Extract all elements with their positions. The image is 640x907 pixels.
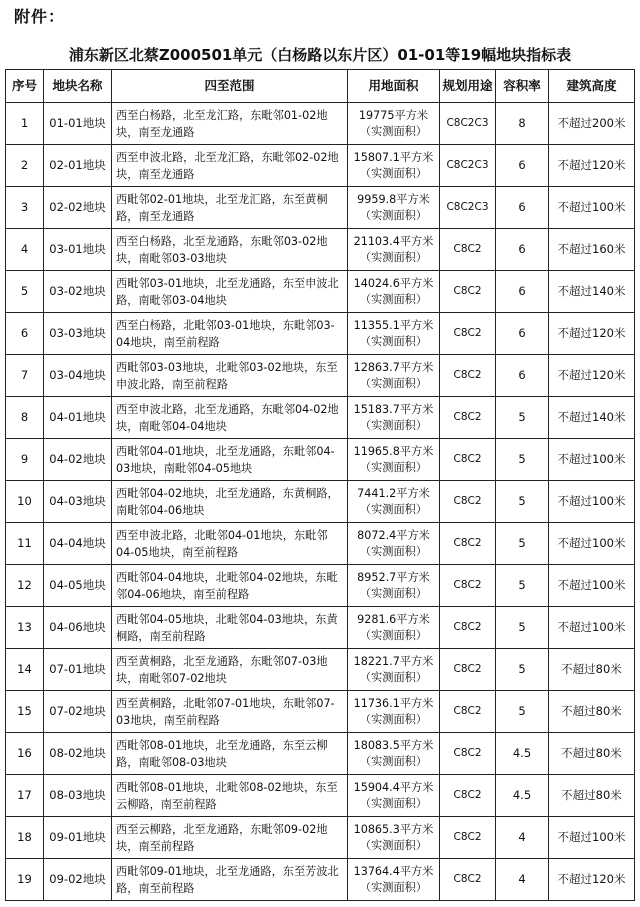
header-no: 序号 xyxy=(6,70,44,103)
table-row xyxy=(6,859,635,901)
row-plot-name: 02-02地块 xyxy=(44,187,112,229)
row-area xyxy=(348,481,440,523)
table-row xyxy=(6,103,635,145)
row-no: 15 xyxy=(6,691,44,733)
row-range: 西毗邻08-01地块，北毗邻08-02地块，东至云柳路，南至前程路 xyxy=(112,775,348,817)
row-range: 西毗邻04-01地块，北至龙通路，东毗邻04-03地块，南毗邻04-05地块 xyxy=(112,439,348,481)
row-area xyxy=(348,691,440,733)
row-height: 不超过80米 xyxy=(549,775,635,817)
row-far: 5 xyxy=(496,607,549,649)
row-area-value: 8952.7平方米 xyxy=(357,570,430,584)
row-usage: C8C2 xyxy=(440,355,496,397)
row-area xyxy=(348,733,440,775)
row-plot-name: 09-02地块 xyxy=(44,859,112,901)
row-area-value: 18221.7平方米 xyxy=(353,654,434,668)
row-area-note: （实测面积） xyxy=(359,208,428,222)
table-row xyxy=(6,565,635,607)
row-plot-name: 01-01地块 xyxy=(44,103,112,145)
row-usage: C8C2C3 xyxy=(440,187,496,229)
plot-index-table xyxy=(5,69,635,901)
row-far: 5 xyxy=(496,649,549,691)
table-row xyxy=(6,523,635,565)
row-range: 西至白杨路，北毗邻03-01地块，东毗邻03-04地块，南至前程路 xyxy=(112,313,348,355)
row-far: 6 xyxy=(496,187,549,229)
row-usage: C8C2C3 xyxy=(440,145,496,187)
row-area-value: 15183.7平方米 xyxy=(353,402,434,416)
row-area xyxy=(348,565,440,607)
row-area xyxy=(348,355,440,397)
row-no: 8 xyxy=(6,397,44,439)
row-area-note: （实测面积） xyxy=(359,418,428,432)
row-area-value: 14024.6平方米 xyxy=(353,276,434,290)
row-no: 13 xyxy=(6,607,44,649)
table-row xyxy=(6,691,635,733)
row-far: 5 xyxy=(496,523,549,565)
row-height: 不超过100米 xyxy=(549,565,635,607)
table-row xyxy=(6,481,635,523)
row-no: 17 xyxy=(6,775,44,817)
row-height: 不超过100米 xyxy=(549,187,635,229)
table-body xyxy=(6,103,635,901)
table-row xyxy=(6,271,635,313)
row-height: 不超过80米 xyxy=(549,733,635,775)
table-row xyxy=(6,145,635,187)
row-no: 14 xyxy=(6,649,44,691)
header-far: 容积率 xyxy=(496,70,549,103)
row-range: 西毗邻02-01地块，北至龙汇路，东至黄桐路，南至龙通路 xyxy=(112,187,348,229)
row-area-value: 8072.4平方米 xyxy=(357,528,430,542)
row-far: 6 xyxy=(496,229,549,271)
row-no: 10 xyxy=(6,481,44,523)
row-no: 6 xyxy=(6,313,44,355)
row-area-note: （实测面积） xyxy=(359,376,428,390)
row-range: 西毗邻04-02地块，北至龙通路，东黄桐路，南毗邻04-06地块 xyxy=(112,481,348,523)
row-range: 西毗邻08-01地块，北至龙通路，东至云柳路，南毗邻08-03地块 xyxy=(112,733,348,775)
row-plot-name: 04-04地块 xyxy=(44,523,112,565)
row-plot-name: 04-03地块 xyxy=(44,481,112,523)
row-far: 6 xyxy=(496,313,549,355)
row-plot-name: 03-03地块 xyxy=(44,313,112,355)
row-usage: C8C2 xyxy=(440,313,496,355)
row-area-note: （实测面积） xyxy=(359,754,428,768)
row-no: 12 xyxy=(6,565,44,607)
header-area: 用地面积 xyxy=(348,70,440,103)
table-row xyxy=(6,607,635,649)
row-area-value: 12863.7平方米 xyxy=(353,360,434,374)
header-height: 建筑高度 xyxy=(549,70,635,103)
row-range: 西毗邻09-01地块，北至龙通路，东至芳波北路，南至前程路 xyxy=(112,859,348,901)
row-area-note: （实测面积） xyxy=(359,502,428,516)
row-area xyxy=(348,103,440,145)
row-far: 4.5 xyxy=(496,775,549,817)
row-usage: C8C2 xyxy=(440,649,496,691)
row-usage: C8C2 xyxy=(440,691,496,733)
table-row xyxy=(6,397,635,439)
row-range: 西至云柳路，北至龙通路，东毗邻09-02地块，南至前程路 xyxy=(112,817,348,859)
row-range: 西至白杨路，北至龙通路，东毗邻03-02地块，南毗邻03-03地块 xyxy=(112,229,348,271)
row-far: 5 xyxy=(496,397,549,439)
row-area-note: （实测面积） xyxy=(359,880,428,894)
row-plot-name: 07-01地块 xyxy=(44,649,112,691)
row-area-note: （实测面积） xyxy=(359,166,428,180)
row-area-value: 13764.4平方米 xyxy=(353,864,434,878)
row-range: 西至白杨路，北至龙汇路，东毗邻01-02地块，南至龙通路 xyxy=(112,103,348,145)
row-height: 不超过80米 xyxy=(549,691,635,733)
row-height: 不超过100米 xyxy=(549,481,635,523)
row-area-note: （实测面积） xyxy=(359,628,428,642)
row-far: 5 xyxy=(496,439,549,481)
row-usage: C8C2 xyxy=(440,775,496,817)
row-area-note: （实测面积） xyxy=(359,292,428,306)
row-usage: C8C2 xyxy=(440,859,496,901)
row-area xyxy=(348,313,440,355)
row-area-value: 11965.8平方米 xyxy=(353,444,434,458)
table-row xyxy=(6,187,635,229)
row-no: 5 xyxy=(6,271,44,313)
header-usage: 规划用途 xyxy=(440,70,496,103)
row-area xyxy=(348,523,440,565)
row-area-note: （实测面积） xyxy=(359,796,428,810)
row-area xyxy=(348,187,440,229)
row-area-value: 9281.6平方米 xyxy=(357,612,430,626)
table-title: 浦东新区北蔡Z000501单元（白杨路以东片区）01-01等19幅地块指标表 xyxy=(68,46,572,64)
row-area-note: （实测面积） xyxy=(359,460,428,474)
table-row xyxy=(6,649,635,691)
row-height: 不超过100米 xyxy=(549,523,635,565)
row-range: 西毗邻03-03地块，北毗邻03-02地块，东至申波北路，南至前程路 xyxy=(112,355,348,397)
row-no: 3 xyxy=(6,187,44,229)
row-height: 不超过120米 xyxy=(549,145,635,187)
row-height: 不超过80米 xyxy=(549,649,635,691)
row-area xyxy=(348,397,440,439)
table-row xyxy=(6,817,635,859)
row-area-value: 11355.1平方米 xyxy=(353,318,434,332)
row-area xyxy=(348,859,440,901)
row-area-value: 15807.1平方米 xyxy=(353,150,434,164)
row-area xyxy=(348,271,440,313)
row-usage: C8C2 xyxy=(440,271,496,313)
row-height: 不超过140米 xyxy=(549,271,635,313)
row-plot-name: 04-02地块 xyxy=(44,439,112,481)
row-no: 19 xyxy=(6,859,44,901)
row-usage: C8C2C3 xyxy=(440,103,496,145)
row-area-note: （实测面积） xyxy=(359,334,428,348)
row-plot-name: 02-01地块 xyxy=(44,145,112,187)
table-row xyxy=(6,355,635,397)
table-row xyxy=(6,229,635,271)
row-range: 西至黄桐路，北至龙通路，东毗邻07-03地块，南毗邻07-02地块 xyxy=(112,649,348,691)
row-area xyxy=(348,145,440,187)
row-far: 4.5 xyxy=(496,733,549,775)
row-plot-name: 03-02地块 xyxy=(44,271,112,313)
row-height: 不超过100米 xyxy=(549,817,635,859)
row-no: 9 xyxy=(6,439,44,481)
row-plot-name: 07-02地块 xyxy=(44,691,112,733)
row-area-value: 21103.4平方米 xyxy=(353,234,434,248)
row-height: 不超过120米 xyxy=(549,859,635,901)
row-no: 2 xyxy=(6,145,44,187)
row-area-value: 11736.1平方米 xyxy=(353,696,434,710)
row-far: 4 xyxy=(496,817,549,859)
row-no: 18 xyxy=(6,817,44,859)
table-header-row xyxy=(6,70,635,103)
row-plot-name: 04-01地块 xyxy=(44,397,112,439)
header-name: 地块名称 xyxy=(44,70,112,103)
row-range: 西至申波北路，北至龙通路，东毗邻04-02地块，南毗邻04-04地块 xyxy=(112,397,348,439)
row-area-value: 10865.3平方米 xyxy=(353,822,434,836)
row-range: 西至黄桐路，北毗邻07-01地块，东毗邻07-03地块，南至前程路 xyxy=(112,691,348,733)
row-area-note: （实测面积） xyxy=(359,586,428,600)
row-usage: C8C2 xyxy=(440,733,496,775)
row-area-note: （实测面积） xyxy=(359,250,428,264)
header-range: 四至范围 xyxy=(112,70,348,103)
row-area-note: （实测面积） xyxy=(359,124,428,138)
row-usage: C8C2 xyxy=(440,229,496,271)
row-no: 1 xyxy=(6,103,44,145)
row-range: 西毗邻04-04地块，北毗邻04-02地块，东毗邻04-06地块，南至前程路 xyxy=(112,565,348,607)
row-range: 西至申波北路，北至龙汇路，东毗邻02-02地块，南至龙通路 xyxy=(112,145,348,187)
row-usage: C8C2 xyxy=(440,817,496,859)
row-usage: C8C2 xyxy=(440,481,496,523)
row-area-note: （实测面积） xyxy=(359,544,428,558)
row-usage: C8C2 xyxy=(440,439,496,481)
row-height: 不超过140米 xyxy=(549,397,635,439)
row-plot-name: 03-04地块 xyxy=(44,355,112,397)
row-height: 不超过120米 xyxy=(549,355,635,397)
row-plot-name: 04-06地块 xyxy=(44,607,112,649)
row-area-note: （实测面积） xyxy=(359,838,428,852)
row-area-note: （实测面积） xyxy=(359,670,428,684)
row-far: 6 xyxy=(496,355,549,397)
row-height: 不超过160米 xyxy=(549,229,635,271)
row-no: 11 xyxy=(6,523,44,565)
row-usage: C8C2 xyxy=(440,523,496,565)
row-far: 5 xyxy=(496,691,549,733)
row-far: 5 xyxy=(496,481,549,523)
table-row xyxy=(6,733,635,775)
row-area-value: 9959.8平方米 xyxy=(357,192,430,206)
table-row xyxy=(6,439,635,481)
row-range: 西毗邻04-05地块，北毗邻04-03地块，东黄桐路，南至前程路 xyxy=(112,607,348,649)
row-far: 6 xyxy=(496,271,549,313)
row-area-note: （实测面积） xyxy=(359,712,428,726)
row-usage: C8C2 xyxy=(440,397,496,439)
row-area-value: 15904.4平方米 xyxy=(353,780,434,794)
row-plot-name: 09-01地块 xyxy=(44,817,112,859)
row-area-value: 18083.5平方米 xyxy=(353,738,434,752)
table-row xyxy=(6,313,635,355)
row-area xyxy=(348,229,440,271)
row-far: 8 xyxy=(496,103,549,145)
row-height: 不超过200米 xyxy=(549,103,635,145)
attachment-label: 附件： xyxy=(14,7,66,26)
row-area-value: 19775平方米 xyxy=(358,108,429,122)
row-usage: C8C2 xyxy=(440,565,496,607)
row-far: 4 xyxy=(496,859,549,901)
row-range: 西毗邻03-01地块，北至龙通路，东至申波北路，南毗邻03-04地块 xyxy=(112,271,348,313)
row-no: 16 xyxy=(6,733,44,775)
row-range: 西至申波北路，北毗邻04-01地块，东毗邻04-05地块，南至前程路 xyxy=(112,523,348,565)
row-area xyxy=(348,775,440,817)
row-area xyxy=(348,817,440,859)
row-no: 7 xyxy=(6,355,44,397)
row-plot-name: 03-01地块 xyxy=(44,229,112,271)
row-far: 5 xyxy=(496,565,549,607)
row-far: 6 xyxy=(496,145,549,187)
row-area-value: 7441.2平方米 xyxy=(357,486,430,500)
row-height: 不超过100米 xyxy=(549,607,635,649)
row-height: 不超过100米 xyxy=(549,439,635,481)
row-area xyxy=(348,607,440,649)
row-no: 4 xyxy=(6,229,44,271)
row-plot-name: 08-03地块 xyxy=(44,775,112,817)
row-area xyxy=(348,439,440,481)
row-area xyxy=(348,649,440,691)
row-plot-name: 08-02地块 xyxy=(44,733,112,775)
row-plot-name: 04-05地块 xyxy=(44,565,112,607)
row-usage: C8C2 xyxy=(440,607,496,649)
row-height: 不超过120米 xyxy=(549,313,635,355)
table-row xyxy=(6,775,635,817)
